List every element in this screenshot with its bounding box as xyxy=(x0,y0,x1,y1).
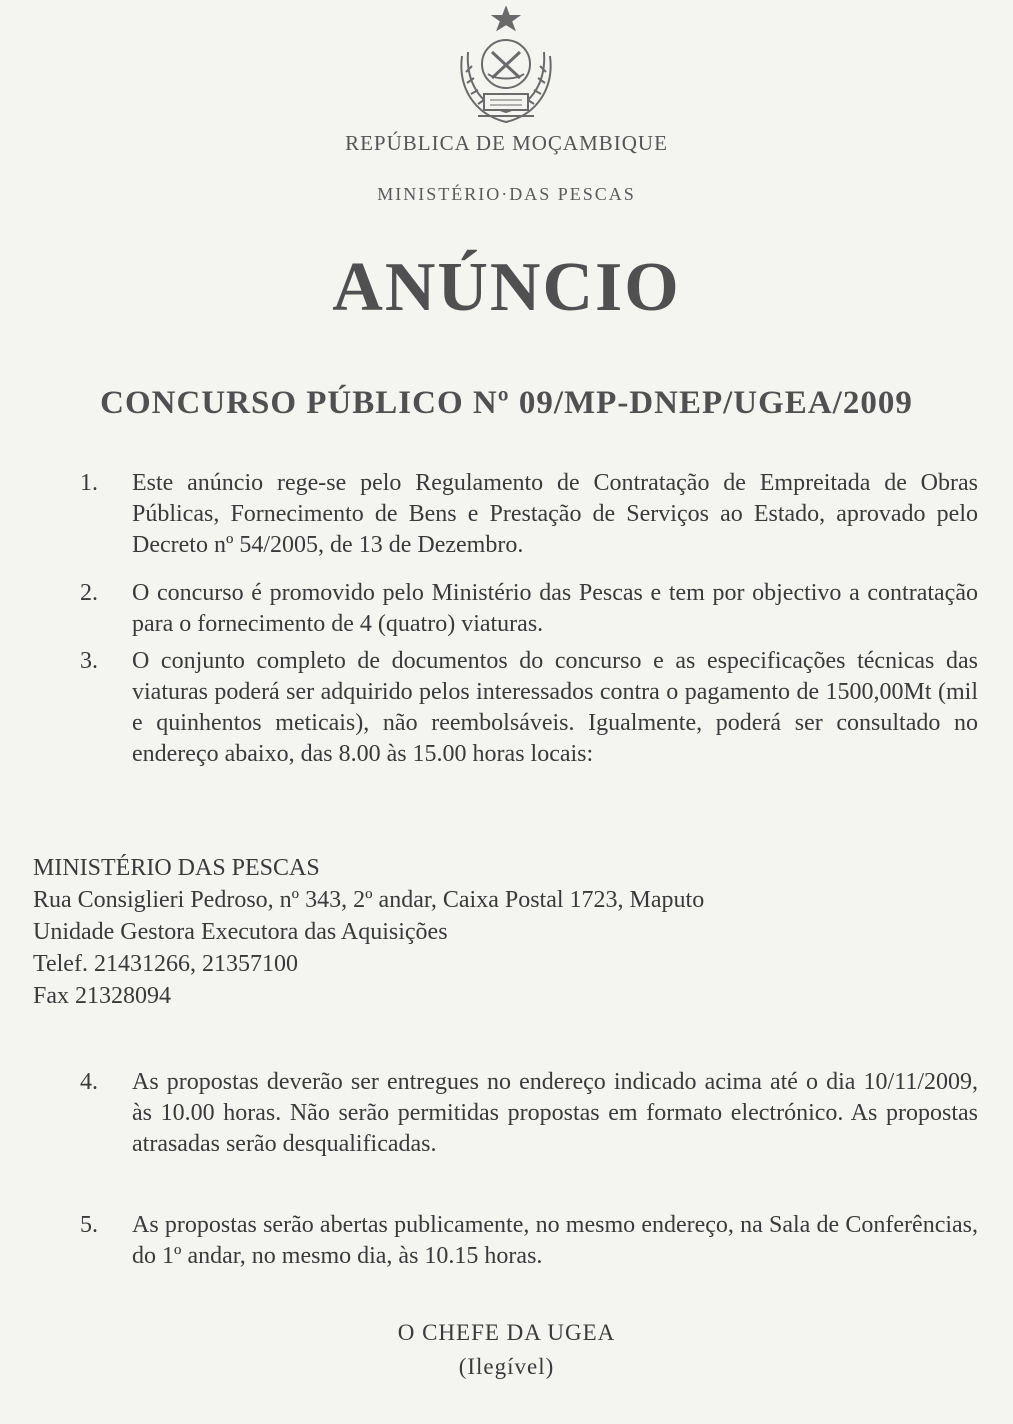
ministry-heading: MINISTÉRIO·DAS PESCAS xyxy=(377,184,636,204)
signature-title: O CHEFE DA UGEA xyxy=(397,1320,616,1345)
item-text: Este anúncio rege-se pelo Regulamento de Contratação de Empreitada de Obras Públicas, Fornecimento de Bens e Prestação de Serviços ao Estado, aprovado pelo Decreto nº 54/2005, de 13 de Dezembro. xyxy=(132,470,978,558)
item-number: 1. xyxy=(80,470,98,496)
page-title: ANÚNCIO xyxy=(332,249,681,326)
contact-address xyxy=(33,852,704,1012)
address-unit: Unidade Gestora Executora das Aquisições xyxy=(33,919,448,945)
item-text: As propostas deverão ser entregues no endereço indicado acima até o dia 10/11/2009, às 10.00 horas. Não serão permitidas propostas em formato electrónico. As propostas atrasadas serão desqualificadas. xyxy=(132,1069,978,1157)
signature-block xyxy=(0,1316,1013,1384)
item-number: 2. xyxy=(80,580,98,606)
item-number: 4. xyxy=(80,1069,98,1095)
address-fax: Fax 21328094 xyxy=(33,983,171,1009)
address-street: Rua Consiglieri Pedroso, nº 343, 2º andar, Caixa Postal 1723, Maputo xyxy=(33,887,705,913)
item-text: As propostas serão abertas publicamente, no mesmo endereço, na Sala de Conferências, do 1º andar, no mesmo dia, às 10.15 horas. xyxy=(132,1212,978,1269)
address-name: MINISTÉRIO DAS PESCAS xyxy=(33,855,320,881)
item-text: O conjunto completo de documentos do concurso e as especificações técnicas das viaturas poderá ser adquirido pelos interessados contra o pagamento de 1500,00Mt (mil e quinhentos meticais), não reembolsáveis. Igualmente, poderá ser consultado no endereço abaixo, das 8.00 às 15.00 horas locais: xyxy=(132,648,978,767)
tender-reference: CONCURSO PÚBLICO Nº 09/MP-DNEP/UGEA/2009 xyxy=(100,385,913,421)
coat-of-arms-icon xyxy=(448,6,564,130)
signature-name: (Ilegível) xyxy=(458,1354,555,1379)
country-heading: REPÚBLICA DE MOÇAMBIQUE xyxy=(345,131,668,155)
item-number: 3. xyxy=(80,648,98,674)
item-number: 5. xyxy=(80,1212,98,1238)
address-phone: Telef. 21431266, 21357100 xyxy=(33,951,298,977)
item-text: O concurso é promovido pelo Ministério das Pescas e tem por objectivo a contratação para o fornecimento de 4 (quatro) viaturas. xyxy=(132,580,978,637)
